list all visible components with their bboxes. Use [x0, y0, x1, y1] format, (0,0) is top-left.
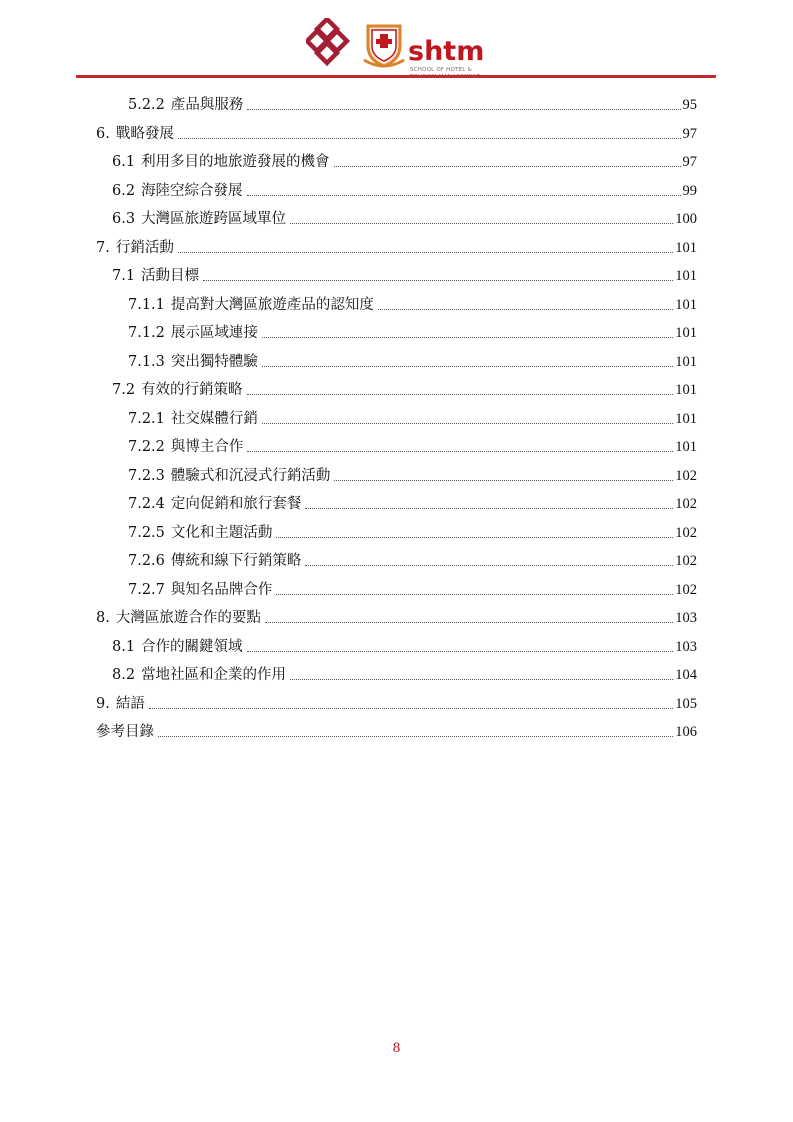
toc-entry-page: 103 [675, 610, 697, 626]
toc-entry[interactable] [128, 94, 697, 116]
brand-wordmark: shtm [408, 36, 485, 67]
toc-entry-number: 7.2.3 [128, 467, 165, 484]
toc-leader-dots [247, 393, 674, 395]
toc-entry-title: 戰略發展 [115, 125, 174, 142]
toc-entry[interactable] [96, 607, 697, 629]
toc-entry-title: 結語 [115, 695, 145, 712]
toc-entry[interactable] [112, 151, 697, 173]
toc-entry-number: 7. [96, 239, 110, 256]
toc-leader-dots [276, 593, 673, 595]
toc-entry-number: 7.1.1 [128, 296, 165, 313]
toc-entry[interactable] [96, 237, 697, 259]
toc-entry[interactable] [112, 636, 697, 658]
toc-leader-dots [178, 251, 673, 253]
toc-entry-page: 101 [675, 410, 697, 427]
toc-entry-number: 9. [96, 695, 110, 712]
toc-entry-page: 102 [675, 553, 697, 569]
toc-entry[interactable] [96, 123, 697, 145]
toc-entry-number: 7.1 [112, 268, 136, 284]
toc-entry-page: 95 [682, 97, 697, 113]
toc-leader-dots [262, 422, 673, 424]
toc-leader-dots [305, 564, 673, 566]
page-number: 8 [392, 1040, 401, 1056]
toc-entry-number: 5.2.2 [128, 97, 165, 113]
toc-entry-title: 文化和主題活動 [170, 524, 273, 541]
toc-entry[interactable] [128, 465, 697, 487]
toc-entry-title: 行銷活動 [115, 239, 174, 256]
toc-entry-page: 101 [675, 325, 697, 341]
toc-entry-page: 102 [675, 524, 697, 541]
toc-leader-dots [265, 621, 673, 623]
toc-leader-dots [290, 678, 673, 680]
toc-entry-title: 合作的關鍵領域 [141, 638, 243, 655]
toc-entry-title: 利用多目的地旅遊發展的機會 [141, 154, 330, 170]
toc-entry-page: 99 [682, 182, 697, 199]
toc-leader-dots [290, 222, 673, 224]
shtm-crest-icon [362, 20, 406, 70]
brand-subtitle [410, 67, 520, 81]
toc-leader-dots [247, 650, 674, 652]
toc-entry-title: 大灣區旅遊合作的要點 [115, 610, 261, 626]
toc-entry[interactable] [96, 721, 697, 743]
toc-entry-title: 有效的行銷策略 [141, 382, 243, 398]
toc-leader-dots [247, 450, 673, 452]
toc-entry-page: 101 [675, 439, 697, 455]
toc-leader-dots [203, 279, 673, 281]
toc-leader-dots [247, 194, 681, 196]
toc-entry-title: 傳統和線下行銷策略 [170, 553, 302, 569]
toc-leader-dots [149, 707, 673, 709]
toc-entry-page: 106 [675, 724, 697, 740]
toc-entry-number: 8.2 [112, 667, 136, 683]
toc-entry-page: 97 [682, 125, 697, 142]
toc-entry[interactable] [128, 436, 697, 458]
toc-entry-title: 展示區域連接 [170, 325, 258, 341]
toc-entry-title: 社交媒體行銷 [170, 410, 258, 427]
toc-entry-number: 7.2.4 [128, 496, 165, 512]
toc-entry-title: 活動目標 [141, 268, 200, 284]
toc-entry-page: 100 [675, 211, 697, 227]
toc-leader-dots [158, 735, 673, 737]
toc-leader-dots [262, 336, 673, 338]
toc-leader-dots [247, 108, 680, 110]
toc-entry-number: 7.2.1 [128, 410, 165, 427]
toc-entry-page: 101 [675, 296, 697, 313]
toc-entry-number: 8.1 [112, 638, 136, 655]
toc-leader-dots [334, 479, 673, 481]
toc-entry-title: 產品與服務 [170, 97, 244, 113]
toc-entry-number: 7.1.2 [128, 325, 165, 341]
toc-entry[interactable] [112, 379, 697, 401]
toc-entry[interactable] [128, 294, 697, 316]
toc-entry-page: 102 [675, 496, 697, 512]
toc-entry-number: 6.2 [112, 182, 136, 199]
toc-entry-page: 104 [675, 667, 697, 683]
toc-entry-number: 7.2.5 [128, 524, 165, 541]
toc-entry-number: 7.2.6 [128, 553, 165, 569]
toc-entry-page: 101 [675, 239, 697, 256]
toc-leader-dots [178, 137, 681, 139]
toc-entry-page: 97 [682, 154, 697, 170]
toc-entry-title: 與知名品牌合作 [170, 581, 273, 598]
toc-entry[interactable] [96, 693, 697, 715]
toc-entry-title: 體驗式和沉浸式行銷活動 [170, 467, 331, 484]
toc-entry-number: 6. [96, 125, 110, 142]
toc-entry-title: 與博主合作 [170, 439, 244, 455]
toc-entry[interactable] [112, 664, 697, 686]
toc-leader-dots [378, 308, 673, 310]
toc-entry-title: 參考目錄 [96, 724, 154, 740]
toc-entry-title: 海陸空綜合發展 [141, 182, 243, 199]
toc-entry-page: 105 [675, 695, 697, 712]
toc-entry[interactable] [128, 522, 697, 544]
toc-leader-dots [305, 507, 673, 509]
toc-leader-dots [276, 536, 673, 538]
toc-entry[interactable] [128, 351, 697, 373]
toc-entry-number: 7.2.7 [128, 581, 165, 598]
toc-entry[interactable] [112, 265, 697, 287]
toc-entry-number: 7.2.2 [128, 439, 165, 455]
brand-subtitle-line1: SCHOOL OF HOTEL & [410, 67, 472, 73]
toc-entry[interactable] [112, 208, 697, 230]
toc-entry-number: 7.2 [112, 382, 136, 398]
header-divider [76, 75, 716, 78]
toc-entry-title: 突出獨特體驗 [170, 353, 258, 370]
toc-entry[interactable] [128, 579, 697, 601]
toc-entry-number: 6.3 [112, 211, 136, 227]
toc-entry-number: 8. [96, 610, 110, 626]
toc-entry-number: 6.1 [112, 154, 136, 170]
toc-entry-page: 102 [675, 581, 697, 598]
toc-leader-dots [334, 165, 681, 167]
toc-entry-page: 101 [675, 382, 697, 398]
toc-leader-dots [262, 365, 673, 367]
toc-entry[interactable] [128, 322, 697, 344]
toc-entry[interactable] [112, 180, 697, 202]
toc-entry-title: 提高對大灣區旅遊產品的認知度 [170, 296, 374, 313]
toc-entry-title: 定向促銷和旅行套餐 [170, 496, 302, 512]
toc-entry[interactable] [128, 550, 697, 572]
toc-entry-title: 大灣區旅遊跨區域單位 [141, 211, 287, 227]
toc-entry-number: 7.1.3 [128, 353, 165, 370]
toc-entry-page: 101 [675, 353, 697, 370]
toc-entry[interactable] [128, 493, 697, 515]
toc-entry-title: 當地社區和企業的作用 [141, 667, 287, 683]
page-header [0, 18, 793, 73]
toc-entry-page: 102 [675, 467, 697, 484]
polyu-logo-icon [306, 18, 356, 70]
toc-entry-page: 101 [675, 268, 697, 284]
toc-entry-page: 103 [675, 638, 697, 655]
toc-entry[interactable] [128, 408, 697, 430]
